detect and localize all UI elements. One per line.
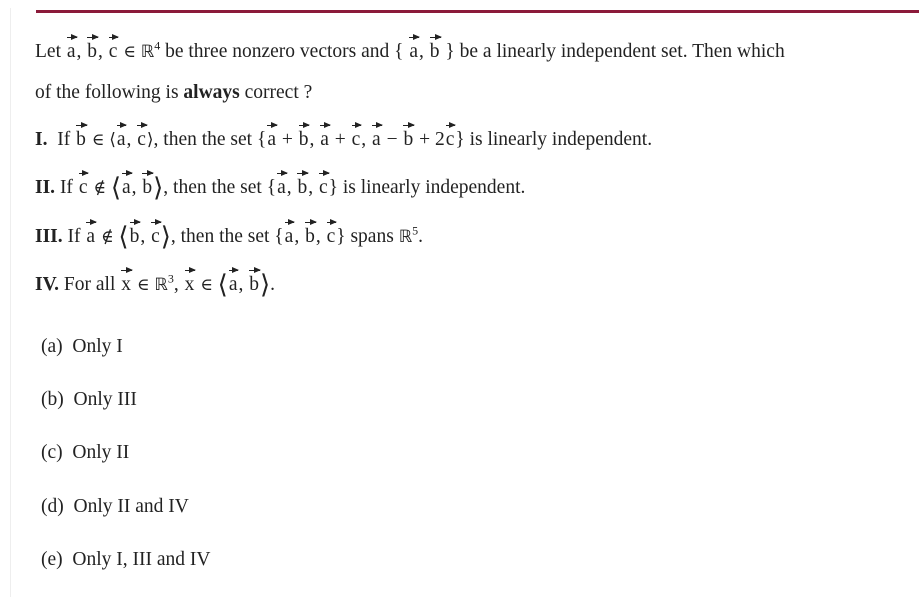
option-b-text: Only III xyxy=(73,389,137,410)
question-line-2: of the following is always correct ? xyxy=(35,82,313,103)
top-rule xyxy=(36,10,919,13)
left-border xyxy=(10,8,11,597)
statement-4: IV. For all x ∈ ℝ$^3$, x ∈ ⟨a, b⟩. xyxy=(35,270,276,299)
statement-3: III. If a ∉ ⟨b, c⟩, then the set {a, b, c} spans ℝ$^5$. xyxy=(35,222,424,251)
option-b[interactable] xyxy=(41,388,137,411)
question-line-1: Let a, b, c ∈ ℝ$^4$ be three nonzero vectors and { a, b } be a linearly independent set. Then which xyxy=(35,38,785,62)
option-e[interactable] xyxy=(41,548,211,571)
option-b-label: (b) xyxy=(41,389,64,410)
option-a[interactable] xyxy=(41,335,123,358)
option-d-label: (d) xyxy=(41,496,64,517)
option-d[interactable] xyxy=(41,495,189,518)
option-c-text: Only II xyxy=(72,442,130,463)
option-a-text: Only I xyxy=(72,336,123,357)
option-d-text: Only II and IV xyxy=(73,496,189,517)
option-e-text: Only I, III and IV xyxy=(72,549,211,570)
option-c-label: (c) xyxy=(41,442,63,463)
statement-1: I. If b ∈ ⟨a, c⟩, then the set {a + b, a + c, a − b + 2c} is linearly independent. xyxy=(35,129,653,150)
option-c[interactable] xyxy=(41,441,129,464)
option-e-label: (e) xyxy=(41,549,63,570)
statement-2: II. If c ∉ ⟨a, b⟩, then the set {a, b, c} is linearly independent. xyxy=(35,173,526,202)
option-a-label: (a) xyxy=(41,336,63,357)
